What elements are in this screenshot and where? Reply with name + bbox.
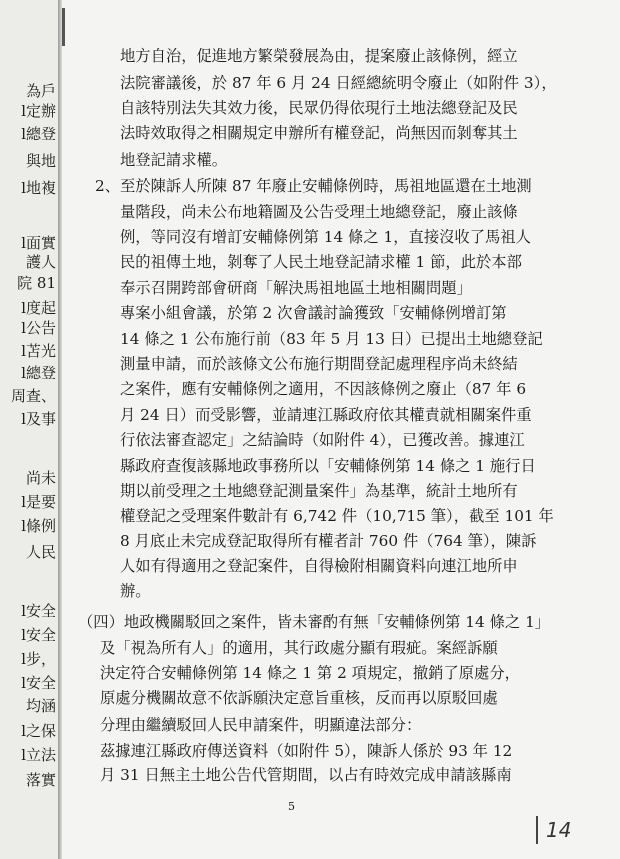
adjacent-page-line: l及事 (21, 410, 56, 428)
body-text-line: 測量申請，而於該條文公布施行期間登記處理程序尚未終結 (120, 355, 518, 373)
body-text-line: 月 31 日無主土地公告代管期間，以占有時效完成申請該縣南 (100, 766, 512, 784)
adjacent-page-line: 均涵 (25, 697, 56, 715)
adjacent-page-line: 為戶 (25, 82, 56, 100)
body-text-line: 縣政府查復該縣地政事務所以「安輔條例第 14 條之 1 施行日 (120, 457, 536, 475)
adjacent-page-line: 護人 (25, 253, 56, 271)
body-text-line: 辦。 (120, 582, 151, 600)
adjacent-page-line: 尚未 (25, 469, 56, 487)
body-text-line: 地方自治，促進地方繁榮發展為由，提案廢止該條例，經立 (120, 47, 518, 65)
adjacent-page-line: l安全 (21, 602, 56, 620)
adjacent-page-line: l總登 (21, 125, 56, 143)
handwritten-page-mark: 14 (546, 818, 572, 842)
adjacent-page-line: l步， (21, 650, 56, 668)
body-text-line: 之案件，應有安輔條例之適用，不因該條例之廢止（87 年 6 (120, 380, 527, 398)
adjacent-page-line: l度起 (21, 299, 56, 317)
adjacent-page-line: 與地 (25, 152, 56, 170)
adjacent-page-line: l總登 (21, 364, 56, 382)
body-text-line: 人如有得適用之登記案件，自得檢附相關資料向連江地所申 (120, 557, 518, 575)
adjacent-page-line: l是要 (21, 493, 56, 511)
adjacent-page-line: l苫光 (21, 342, 56, 360)
body-text-line: 例，等同沒有增訂安輔條例第 14 條之 1，直接沒收了馬祖人 (120, 228, 531, 246)
body-text-line: 茲據連江縣政府傳送資料（如附件 5），陳訴人係於 93 年 12 (100, 742, 513, 760)
body-text-line: 14 條之 1 公布施行前（83 年 5 月 13 日）已提出土地總登記 (120, 330, 543, 348)
adjacent-page-line: 人民 (25, 543, 56, 561)
body-text-line: （四）地政機關駁回之案件，皆未審酌有無「安輔條例第 14 條之 1」 (78, 613, 551, 631)
adjacent-page-line: l安全 (21, 626, 56, 644)
body-text-line: 權登記之受理案件數計有 6,742 件（10,715 筆），截至 101 年 (120, 507, 554, 525)
body-text-line: 8 月底止未完成登記取得所有權者計 760 件（764 筆），陳訴 (120, 532, 537, 550)
adjacent-page-line: l公告 (21, 319, 56, 337)
body-text-line: 自該特別法失其效力後，民眾仍得依現行土地法總登記及民 (120, 99, 518, 117)
body-text-line: 及「視為所有人」的適用，其行政處分顯有瑕疵。案經訴願 (100, 639, 498, 657)
page-number: 5 (288, 800, 295, 813)
body-text-line: 地登記請求權。 (120, 151, 228, 169)
adjacent-page-line: 院 81 (17, 274, 56, 292)
body-text-line: 分理由繼續駁回人民申請案件，明顯違法部分： (100, 716, 422, 734)
adjacent-page-line: 周查、 (10, 387, 56, 405)
adjacent-page-line: l地複 (21, 179, 56, 197)
body-text-line: 奉示召開跨部會研商「解決馬祖地區土地相關問題」 (120, 279, 472, 297)
adjacent-page-line: l安全 (21, 674, 56, 692)
body-text-line: 原處分機關故意不依訴願決定意旨重核，反而再以原駁回處 (100, 689, 498, 707)
body-text-line: 2、至於陳訴人所陳 87 年廢止安輔條例時，馬祖地區還在土地測 (95, 177, 532, 195)
adjacent-page-line: l立法 (21, 746, 56, 764)
adjacent-page-line: 落實 (25, 771, 56, 789)
body-text-line: 月 24 日）而受影響，並請連江縣政府依其權責就相關案件重 (120, 406, 532, 424)
body-text-line: 民的祖傳土地，剝奪了人民土地登記請求權 1 節，此於本部 (120, 253, 522, 271)
adjacent-page-line: l面實 (21, 234, 56, 252)
body-text-line: 法時效取得之相關規定申辦所有權登記，尚無因而剝奪其土 (120, 124, 518, 142)
handwritten-stroke (536, 816, 538, 844)
body-text-line: 行依法審查認定」之結論時（如附件 4），已獲改善。據連江 (120, 431, 525, 449)
adjacent-page-line: l之保 (21, 722, 56, 740)
adjacent-page-line: l定辦 (21, 102, 56, 120)
adjacent-page-line: l條例 (21, 517, 56, 535)
body-text-line: 專案小組會議，於第 2 次會議討論獲致「安輔條例增訂第 (120, 304, 507, 322)
body-text-line: 法院審議後，於 87 年 6 月 24 日經總統明令廢止（如附件 3）， (120, 74, 557, 92)
body-text-line: 決定符合安輔條例第 14 條之 1 第 2 項規定，撤銷了原處分， (100, 664, 520, 682)
body-text-line: 期以前受理之土地總登記測量案件」為基準，統計土地所有 (120, 482, 518, 500)
body-text-line: 量階段，尚未公布地籍圖及公告受理土地總登記，廢止該條 (120, 203, 518, 221)
